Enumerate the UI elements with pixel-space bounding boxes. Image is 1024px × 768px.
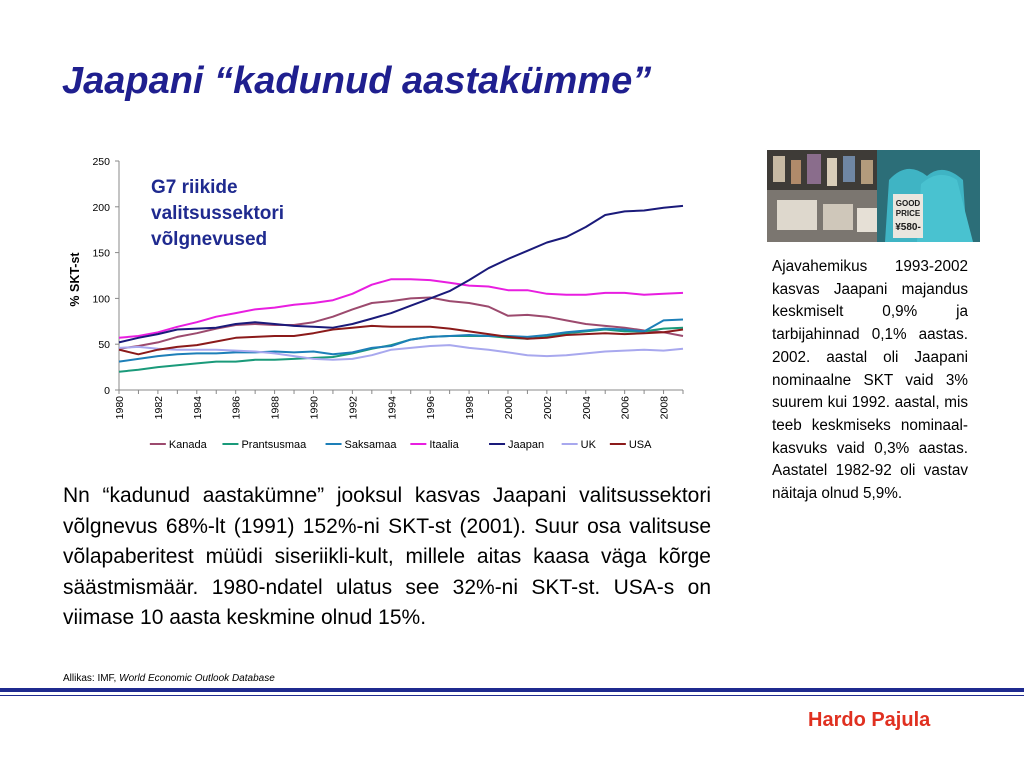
source-note	[63, 673, 275, 684]
legend-label-jaapan: Jaapan	[508, 439, 545, 451]
x-tick-label: 1992	[347, 396, 360, 420]
series-line-kanada	[119, 298, 683, 349]
y-tick-label: 0	[104, 385, 110, 397]
x-tick-label: 1988	[269, 396, 282, 420]
side-paragraph: Ajavahemikus 1993-2002 kasvas Jaapani majandus keskmiselt 0,9% ja tarbijahinnad 0,1% aastas. 2002. aastal oli Jaapani nominaalne SKT vaid 3% suurem kui 1992. aastal, mis teeb keskmiseks nominaal-kasvuks vaid 0,3% aastas. Aastatel 1982-92 oli vastav näitaja olnud 5,9%.	[772, 258, 968, 503]
x-tick-label: 1982	[152, 396, 165, 420]
legend-label-kanada: Kanada	[168, 439, 207, 451]
y-tick-label: 50	[98, 339, 110, 352]
source-prefix: Allikas: IMF,	[63, 673, 120, 684]
legend-label-saksamaa: Saksamaa	[344, 439, 397, 451]
y-tick-label: 250	[92, 156, 110, 168]
shop-photo-image	[767, 150, 980, 242]
x-tick-label: 1984	[191, 396, 204, 420]
chart-annotation: G7 riikide valitsussektori võlgnevused	[151, 177, 285, 250]
x-tick-label: 2008	[658, 396, 671, 420]
sign-text-1: GOOD	[895, 199, 921, 208]
x-tick-label: 1986	[230, 396, 243, 420]
x-tick-label: 2000	[502, 396, 515, 420]
x-tick-label: 1994	[386, 396, 399, 420]
y-tick-label: 150	[92, 247, 110, 260]
body-paragraph: Nn “kadunud aastakümne” jooksul kasvas Jaapani valitsussektori võlgnevus 68%-lt (1991) 152%-ni SKT-st (2001). Suur osa valitsuse võlapaberitest müüdi siseriikli-kult, millele aitas kaasa väga kõrge säästmismäär. 1980-ndatel ulatus see 32%-ni SKT-st. USA-s on viimase 10 aasta keskmine olnud 15%.	[63, 484, 711, 629]
debt-chart	[60, 150, 700, 460]
legend-label-itaalia: Itaalia	[429, 439, 459, 451]
x-tick-label: 1990	[308, 396, 321, 420]
legend-label-usa: USA	[628, 439, 652, 451]
sign-text-2: PRICE	[895, 209, 921, 218]
x-tick-label: 1996	[425, 396, 438, 420]
y-axis-label: % SKT-st	[68, 252, 82, 307]
footer-rule-thick	[0, 688, 1024, 692]
x-tick-label: 1998	[464, 396, 477, 420]
page-title: Jaapani “kadunud aastakümme”	[62, 60, 652, 102]
x-tick-label: 2004	[580, 396, 593, 420]
footer-rule-thin	[0, 695, 1024, 696]
legend-label-uk: UK	[580, 439, 596, 451]
y-tick-label: 100	[92, 293, 110, 306]
y-tick-label: 200	[92, 201, 110, 214]
x-tick-label: 2006	[619, 396, 632, 420]
author-name: Hardo Pajula	[808, 709, 931, 731]
source-database: World Economic Outlook Database	[119, 673, 275, 684]
x-tick-label: 1980	[114, 396, 126, 420]
shop-photo	[767, 150, 980, 242]
x-tick-label: 2002	[541, 396, 554, 420]
legend-label-prantsusmaa: Prantsusmaa	[241, 439, 307, 451]
sign-price: ¥580-	[895, 222, 921, 233]
